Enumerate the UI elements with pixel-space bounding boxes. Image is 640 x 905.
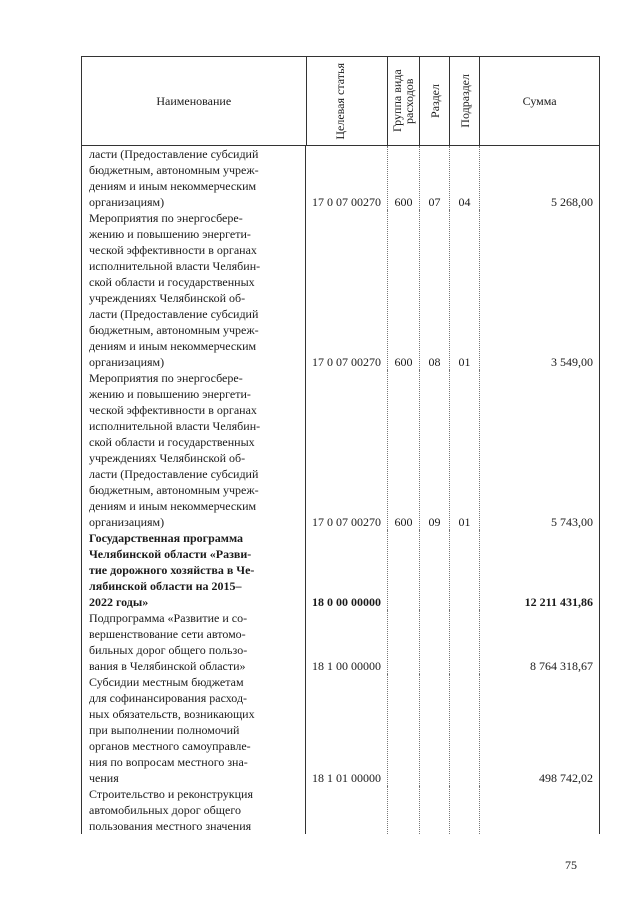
row-name-line: дениям и иным некоммерческим [89, 339, 257, 353]
header-target [307, 57, 389, 145]
row-sum: 3 549,00 [480, 210, 600, 370]
table-row [81, 674, 600, 786]
row-sum: 5 268,00 [480, 146, 600, 210]
row-target [306, 786, 388, 834]
row-name-line: Государственная программа [89, 531, 244, 545]
row-name-line: ской области и государственных [89, 275, 255, 289]
table-row [81, 210, 600, 370]
row-group [388, 530, 420, 610]
row-sum [480, 786, 600, 834]
row-group [388, 610, 420, 674]
row-target: 18 0 00 00000 [306, 530, 388, 610]
row-name [81, 674, 306, 786]
row-name-line: бюджетным, автономным учреж- [89, 163, 259, 177]
row-name-line: Субсидии местным бюджетам [89, 675, 244, 689]
row-subsection: 04 [450, 146, 480, 210]
row-target: 18 1 01 00000 [306, 674, 388, 786]
row-name-line: чения [89, 771, 119, 785]
row-name-line: 2022 годы» [89, 595, 149, 609]
row-sum: 498 742,02 [480, 674, 600, 786]
row-name-line: организациям) [89, 355, 165, 369]
row-target: 17 0 07 00270 [306, 370, 388, 530]
header-subsection-text: Подраздел [457, 74, 472, 128]
header-group-text: Группа вида расходов [389, 69, 416, 133]
row-name [81, 210, 306, 370]
row-target: 17 0 07 00270 [306, 210, 388, 370]
row-section [420, 610, 450, 674]
row-group [388, 674, 420, 786]
header-name-text: Наименование [156, 93, 232, 108]
row-name-line: Мероприятия по энергосбере- [89, 211, 243, 225]
row-name-line: пользования местного значения [89, 819, 252, 833]
row-name-line: Строительство и реконструкция [89, 787, 253, 801]
row-sum: 5 743,00 [480, 370, 600, 530]
row-name-line: ской области и государственных [89, 435, 255, 449]
row-name-line: учреждениях Челябинской об- [89, 451, 246, 465]
row-subsection [450, 610, 480, 674]
row-name-line: органов местного самоуправле- [89, 739, 251, 753]
row-target: 17 0 07 00270 [306, 146, 388, 210]
table-row [81, 146, 600, 210]
row-section: 08 [420, 210, 450, 370]
row-name-line: ласти (Предоставление субсидий [89, 147, 259, 161]
row-section: 07 [420, 146, 450, 210]
table-row [81, 786, 600, 834]
row-name [81, 370, 306, 530]
row-target: 18 1 00 00000 [306, 610, 388, 674]
row-name-line: ласти (Предоставление субсидий [89, 307, 259, 321]
row-section [420, 530, 450, 610]
header-sum-text: Сумма [522, 93, 557, 108]
row-group [388, 786, 420, 834]
row-name-line: лябинской области на 2015– [89, 579, 242, 593]
row-name-line: для софинансирования расход- [89, 691, 248, 705]
row-name [81, 530, 306, 610]
row-name-line: бюджетным, автономным учреж- [89, 323, 259, 337]
row-name [81, 146, 306, 210]
row-group: 600 [388, 146, 420, 210]
row-group: 600 [388, 370, 420, 530]
row-sum: 8 764 318,67 [480, 610, 600, 674]
header-section [420, 57, 450, 145]
row-name-line: ческой эффективности в органах [89, 403, 257, 417]
row-name-line: жению и повышению энергети- [89, 387, 251, 401]
row-name-line: дениям и иным некоммерческим [89, 499, 257, 513]
row-section: 09 [420, 370, 450, 530]
row-name-line: бюджетным, автономным учреж- [89, 483, 259, 497]
row-name-line: бильных дорог общего пользо- [89, 643, 248, 657]
header-name [82, 57, 307, 145]
row-subsection [450, 674, 480, 786]
row-name-line: организациям) [89, 195, 165, 209]
table-header [81, 57, 600, 146]
row-section [420, 674, 450, 786]
row-name-line: тие дорожного хозяйства в Че- [89, 563, 255, 577]
budget-table [81, 56, 600, 834]
row-sum: 12 211 431,86 [480, 530, 600, 610]
table-row [81, 530, 600, 610]
table-body [81, 146, 600, 834]
header-group [388, 57, 420, 145]
row-name-line: организациям) [89, 515, 165, 529]
row-name-line: учреждениях Челябинской об- [89, 291, 246, 305]
row-name-line: ческой эффективности в органах [89, 243, 257, 257]
row-subsection [450, 530, 480, 610]
row-name-line: исполнительной власти Челябин- [89, 259, 261, 273]
row-name-line: вания в Челябинской области» [89, 659, 246, 673]
row-name-line: вершенствование сети автомо- [89, 627, 246, 641]
row-name-line: Мероприятия по энергосбере- [89, 371, 243, 385]
row-name-line: Подпрограмма «Развитие и со- [89, 611, 248, 625]
row-section [420, 786, 450, 834]
table-row [81, 610, 600, 674]
row-name-line: исполнительной власти Челябин- [89, 419, 261, 433]
header-subsection [450, 57, 480, 145]
row-name-line: при выполнении полномочий [89, 723, 240, 737]
row-subsection: 01 [450, 210, 480, 370]
row-group: 600 [388, 210, 420, 370]
row-name-line: Челябинской области «Разви- [89, 547, 252, 561]
row-name-line: ных обязательств, возникающих [89, 707, 255, 721]
header-sum [480, 57, 600, 145]
row-name [81, 786, 306, 834]
row-subsection [450, 786, 480, 834]
header-section-text: Раздел [427, 84, 442, 118]
row-name-line: дениям и иным некоммерческим [89, 179, 257, 193]
row-name-line: ния по вопросам местного зна- [89, 755, 248, 769]
row-name-line: жению и повышению энергети- [89, 227, 251, 241]
header-target-text: Целевая статья [332, 62, 347, 140]
page-number: 75 [565, 858, 577, 872]
row-subsection: 01 [450, 370, 480, 530]
row-name-line: автомобильных дорог общего [89, 803, 241, 817]
table-row [81, 370, 600, 530]
row-name-line: ласти (Предоставление субсидий [89, 467, 259, 481]
row-name [81, 610, 306, 674]
